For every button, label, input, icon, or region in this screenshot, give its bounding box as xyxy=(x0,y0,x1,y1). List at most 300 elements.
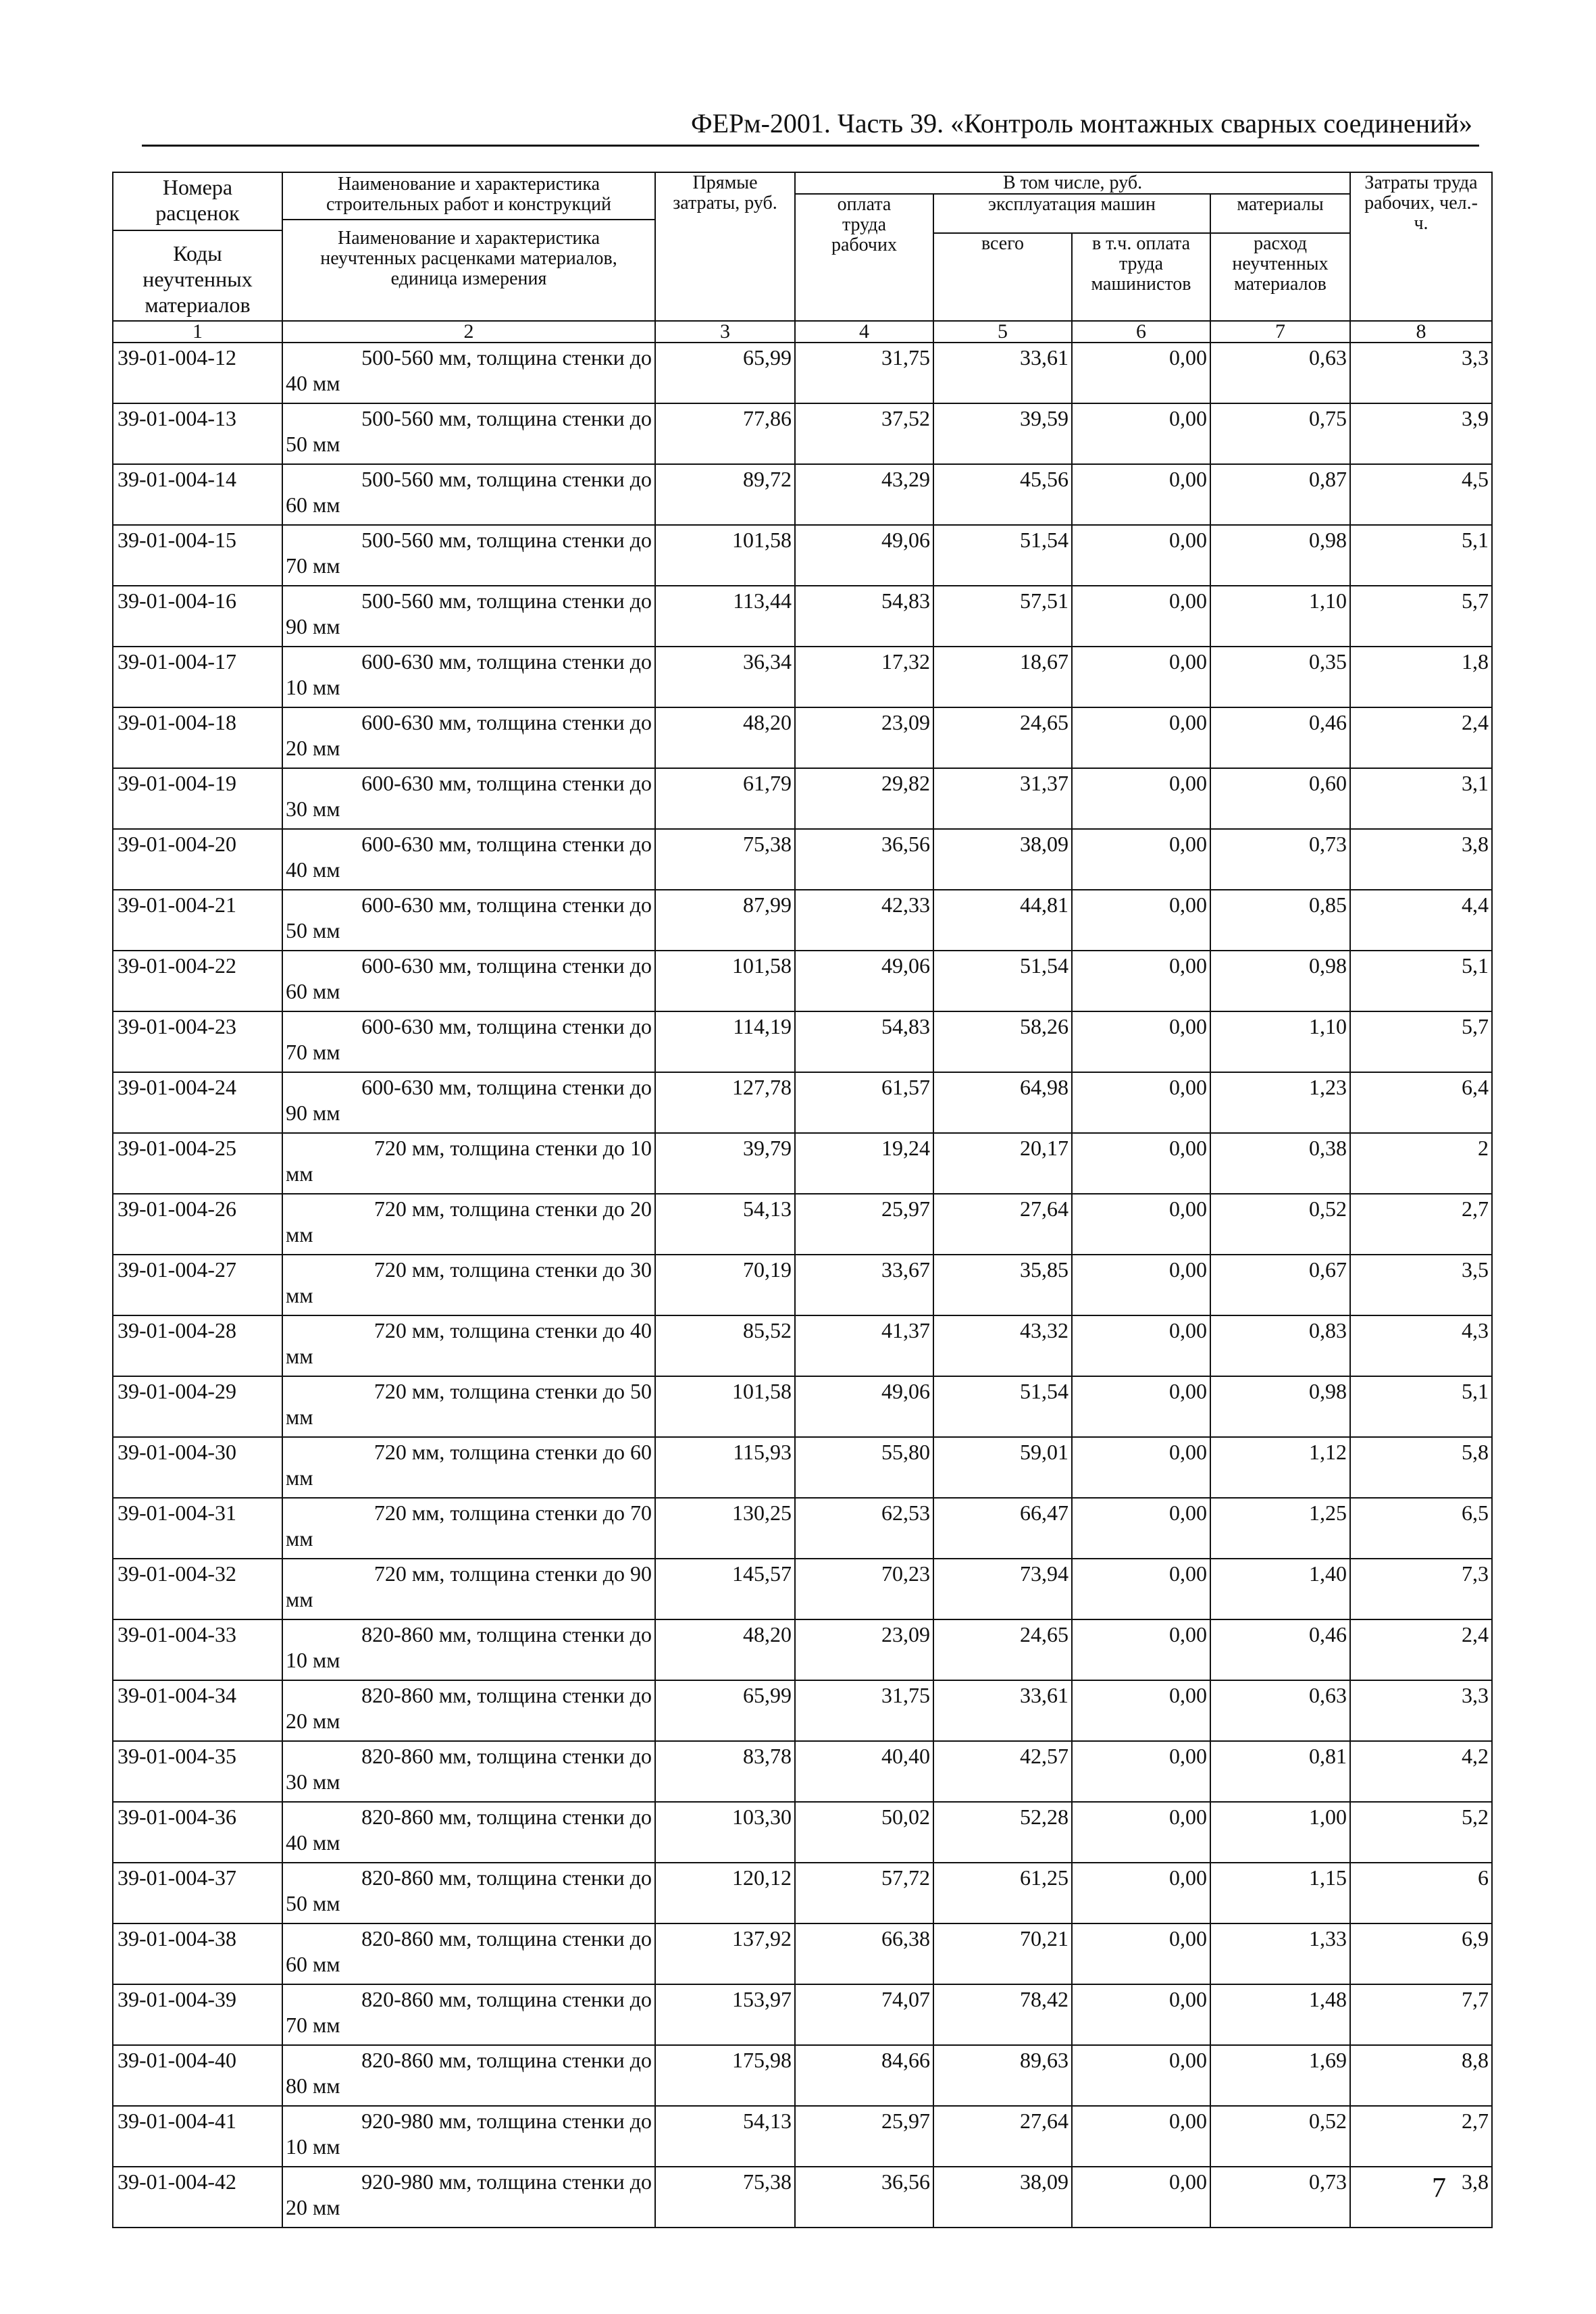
machines-total-cell: 58,26 xyxy=(933,1011,1072,1072)
description-line-2: 40 мм xyxy=(286,1830,340,1855)
rate-code-cell: 39-01-004-18 xyxy=(113,707,282,768)
description-line-1: 820-860 мм, толщина стенки до xyxy=(361,1744,652,1768)
rates-table xyxy=(112,172,1493,2228)
machines-total-cell: 57,51 xyxy=(933,586,1072,647)
description-line-1: 500-560 мм, толщина стенки до xyxy=(361,345,652,370)
labor-cell: 2,7 xyxy=(1350,1194,1492,1255)
direct-cost-cell: 120,12 xyxy=(655,1863,795,1923)
labor-cell: 6,4 xyxy=(1350,1072,1492,1133)
description-line-2: мм xyxy=(286,1283,313,1307)
description-line-2: 50 мм xyxy=(286,1891,340,1915)
description-line-2: 30 мм xyxy=(286,797,340,821)
wages-cell: 31,75 xyxy=(795,1680,933,1741)
labor-cell: 3,1 xyxy=(1350,768,1492,829)
materials-cell: 0,60 xyxy=(1210,768,1350,829)
machinist-wages-cell: 0,00 xyxy=(1072,1376,1210,1437)
machinist-wages-cell: 0,00 xyxy=(1072,1619,1210,1680)
description-line-2: 30 мм xyxy=(286,1769,340,1794)
description-cell xyxy=(282,1133,655,1194)
description-line-2: мм xyxy=(286,1405,313,1429)
machines-total-cell: 35,85 xyxy=(933,1255,1072,1315)
machines-total-cell: 45,56 xyxy=(933,464,1072,525)
description-line-1: 820-860 мм, толщина стенки до xyxy=(361,1805,652,1829)
description-line-2: 20 мм xyxy=(286,736,340,760)
description-cell xyxy=(282,829,655,890)
description-line-1: 920-980 мм, толщина стенки до xyxy=(361,2169,652,2194)
rate-code-cell: 39-01-004-42 xyxy=(113,2167,282,2228)
table-row xyxy=(113,829,1492,890)
labor-cell: 3,5 xyxy=(1350,1255,1492,1315)
rate-code-cell: 39-01-004-23 xyxy=(113,1011,282,1072)
description-line-2: 60 мм xyxy=(286,979,340,1003)
labor-cell: 5,1 xyxy=(1350,525,1492,586)
header-materials-consumption: расход неучтенных материалов xyxy=(1210,233,1350,321)
column-number: 8 xyxy=(1350,321,1492,343)
wages-cell: 37,52 xyxy=(795,403,933,464)
materials-cell: 0,73 xyxy=(1210,2167,1350,2228)
machinist-wages-cell: 0,00 xyxy=(1072,1011,1210,1072)
header-material-codes: Коды неучтенных материалов xyxy=(143,241,253,317)
machinist-wages-cell: 0,00 xyxy=(1072,829,1210,890)
rate-code-cell: 39-01-004-17 xyxy=(113,647,282,707)
materials-cell: 0,52 xyxy=(1210,2106,1350,2167)
description-line-1: 600-630 мм, толщина стенки до xyxy=(361,1014,652,1038)
header-machine-operation: эксплуатация машин xyxy=(933,194,1210,233)
machines-total-cell: 44,81 xyxy=(933,890,1072,951)
table-row xyxy=(113,403,1492,464)
table-row xyxy=(113,1011,1492,1072)
description-line-2: 20 мм xyxy=(286,2195,340,2219)
description-line-2: мм xyxy=(286,1587,313,1611)
description-cell xyxy=(282,464,655,525)
description-cell xyxy=(282,1315,655,1376)
header-work-name: Наименование и характеристика строительных работ и конструкций xyxy=(326,174,612,215)
machines-total-cell: 52,28 xyxy=(933,1802,1072,1863)
direct-cost-cell: 54,13 xyxy=(655,1194,795,1255)
direct-cost-cell: 101,58 xyxy=(655,951,795,1011)
labor-cell: 7,7 xyxy=(1350,1984,1492,2045)
machines-total-cell: 43,32 xyxy=(933,1315,1072,1376)
labor-cell: 7,3 xyxy=(1350,1559,1492,1619)
rate-code-cell: 39-01-004-38 xyxy=(113,1923,282,1984)
materials-cell: 0,35 xyxy=(1210,647,1350,707)
description-line-1: 920-980 мм, толщина стенки до xyxy=(361,2109,652,2133)
machines-total-cell: 59,01 xyxy=(933,1437,1072,1498)
description-cell xyxy=(282,1559,655,1619)
rate-code-cell: 39-01-004-40 xyxy=(113,2045,282,2106)
machines-total-cell: 73,94 xyxy=(933,1559,1072,1619)
wages-cell: 25,97 xyxy=(795,2106,933,2167)
description-line-1: 720 мм, толщина стенки до 90 xyxy=(374,1561,652,1586)
materials-cell: 1,10 xyxy=(1210,586,1350,647)
description-line-2: 10 мм xyxy=(286,2134,340,2159)
machinist-wages-cell: 0,00 xyxy=(1072,768,1210,829)
wages-cell: 74,07 xyxy=(795,1984,933,2045)
wages-cell: 23,09 xyxy=(795,1619,933,1680)
description-cell xyxy=(282,525,655,586)
description-line-2: 20 мм xyxy=(286,1709,340,1733)
labor-cell: 3,8 xyxy=(1350,829,1492,890)
description-line-2: 70 мм xyxy=(286,1040,340,1064)
wages-cell: 61,57 xyxy=(795,1072,933,1133)
machinist-wages-cell: 0,00 xyxy=(1072,343,1210,403)
wages-cell: 25,97 xyxy=(795,1194,933,1255)
table-body xyxy=(113,321,1492,2228)
labor-cell: 2,4 xyxy=(1350,707,1492,768)
machinist-wages-cell: 0,00 xyxy=(1072,951,1210,1011)
wages-cell: 36,56 xyxy=(795,829,933,890)
labor-cell: 2,7 xyxy=(1350,2106,1492,2167)
column-number: 2 xyxy=(282,321,655,343)
machinist-wages-cell: 0,00 xyxy=(1072,707,1210,768)
direct-cost-cell: 114,19 xyxy=(655,1011,795,1072)
direct-cost-cell: 175,98 xyxy=(655,2045,795,2106)
machines-total-cell: 70,21 xyxy=(933,1923,1072,1984)
labor-cell: 5,1 xyxy=(1350,951,1492,1011)
direct-cost-cell: 85,52 xyxy=(655,1315,795,1376)
machinist-wages-cell: 0,00 xyxy=(1072,1741,1210,1802)
materials-cell: 0,63 xyxy=(1210,343,1350,403)
machinist-wages-cell: 0,00 xyxy=(1072,525,1210,586)
machinist-wages-cell: 0,00 xyxy=(1072,1802,1210,1863)
description-cell xyxy=(282,951,655,1011)
rate-code-cell: 39-01-004-29 xyxy=(113,1376,282,1437)
table-row xyxy=(113,1680,1492,1741)
column-number: 7 xyxy=(1210,321,1350,343)
description-line-1: 500-560 мм, толщина стенки до xyxy=(361,467,652,491)
machinist-wages-cell: 0,00 xyxy=(1072,1498,1210,1559)
rate-code-cell: 39-01-004-25 xyxy=(113,1133,282,1194)
materials-cell: 1,25 xyxy=(1210,1498,1350,1559)
rate-code-cell: 39-01-004-34 xyxy=(113,1680,282,1741)
description-cell xyxy=(282,1680,655,1741)
materials-cell: 1,33 xyxy=(1210,1923,1350,1984)
description-line-2: 50 мм xyxy=(286,432,340,456)
description-line-1: 600-630 мм, толщина стенки до xyxy=(361,710,652,734)
labor-cell: 4,4 xyxy=(1350,890,1492,951)
rate-code-cell: 39-01-004-33 xyxy=(113,1619,282,1680)
machinist-wages-cell: 0,00 xyxy=(1072,1437,1210,1498)
direct-cost-cell: 137,92 xyxy=(655,1923,795,1984)
header-rate-numbers: Номера расценок xyxy=(155,175,240,225)
description-line-1: 720 мм, толщина стенки до 10 xyxy=(374,1136,652,1160)
description-line-1: 820-860 мм, толщина стенки до xyxy=(361,1622,652,1646)
machinist-wages-cell: 0,00 xyxy=(1072,647,1210,707)
materials-cell: 0,83 xyxy=(1210,1315,1350,1376)
labor-cell: 4,5 xyxy=(1350,464,1492,525)
rate-code-cell: 39-01-004-30 xyxy=(113,1437,282,1498)
description-line-1: 820-860 мм, толщина стенки до xyxy=(361,1987,652,2011)
rate-code-cell: 39-01-004-21 xyxy=(113,890,282,951)
rate-code-cell: 39-01-004-20 xyxy=(113,829,282,890)
description-cell xyxy=(282,2106,655,2167)
rate-code-cell: 39-01-004-22 xyxy=(113,951,282,1011)
direct-cost-cell: 115,93 xyxy=(655,1437,795,1498)
wages-cell: 54,83 xyxy=(795,586,933,647)
materials-cell: 0,81 xyxy=(1210,1741,1350,1802)
machinist-wages-cell: 0,00 xyxy=(1072,1133,1210,1194)
description-line-1: 720 мм, толщина стенки до 40 xyxy=(374,1318,652,1342)
labor-cell: 8,8 xyxy=(1350,2045,1492,2106)
labor-cell: 1,8 xyxy=(1350,647,1492,707)
description-line-1: 500-560 мм, толщина стенки до xyxy=(361,406,652,430)
machinist-wages-cell: 0,00 xyxy=(1072,464,1210,525)
header-material-name: Наименование и характеристика неучтенных расценками материалов, единица измерения xyxy=(320,228,617,289)
table-row xyxy=(113,1984,1492,2045)
direct-cost-cell: 83,78 xyxy=(655,1741,795,1802)
rate-code-cell: 39-01-004-26 xyxy=(113,1194,282,1255)
description-cell xyxy=(282,1802,655,1863)
machinist-wages-cell: 0,00 xyxy=(1072,890,1210,951)
labor-cell: 2,4 xyxy=(1350,1619,1492,1680)
description-line-1: 500-560 мм, толщина стенки до xyxy=(361,588,652,613)
wages-cell: 36,56 xyxy=(795,2167,933,2228)
machines-total-cell: 39,59 xyxy=(933,403,1072,464)
header-machinist-wages: в т.ч. оплата труда машинистов xyxy=(1072,233,1210,321)
description-line-2: мм xyxy=(286,1161,313,1186)
labor-cell: 3,3 xyxy=(1350,343,1492,403)
direct-cost-cell: 48,20 xyxy=(655,1619,795,1680)
machinist-wages-cell: 0,00 xyxy=(1072,403,1210,464)
table-row xyxy=(113,1133,1492,1194)
machines-total-cell: 78,42 xyxy=(933,1984,1072,2045)
materials-cell: 0,38 xyxy=(1210,1133,1350,1194)
direct-cost-cell: 77,86 xyxy=(655,403,795,464)
table-row xyxy=(113,2167,1492,2228)
header-including: В том числе, руб. xyxy=(795,172,1350,194)
labor-cell: 5,1 xyxy=(1350,1376,1492,1437)
description-cell xyxy=(282,1437,655,1498)
description-line-2: 40 мм xyxy=(286,857,340,882)
machinist-wages-cell: 0,00 xyxy=(1072,1072,1210,1133)
description-line-2: 50 мм xyxy=(286,918,340,942)
wages-cell: 31,75 xyxy=(795,343,933,403)
description-line-2: 10 мм xyxy=(286,1648,340,1672)
table-row xyxy=(113,1255,1492,1315)
description-cell xyxy=(282,1498,655,1559)
description-line-2: 90 мм xyxy=(286,614,340,638)
machinist-wages-cell: 0,00 xyxy=(1072,2045,1210,2106)
wages-cell: 49,06 xyxy=(795,951,933,1011)
direct-cost-cell: 103,30 xyxy=(655,1802,795,1863)
column-number: 6 xyxy=(1072,321,1210,343)
machines-total-cell: 27,64 xyxy=(933,1194,1072,1255)
direct-cost-cell: 75,38 xyxy=(655,829,795,890)
description-cell xyxy=(282,1072,655,1133)
description-cell xyxy=(282,1923,655,1984)
labor-cell: 6 xyxy=(1350,1863,1492,1923)
machines-total-cell: 24,65 xyxy=(933,1619,1072,1680)
machinist-wages-cell: 0,00 xyxy=(1072,2106,1210,2167)
machines-total-cell: 51,54 xyxy=(933,951,1072,1011)
labor-cell: 3,9 xyxy=(1350,403,1492,464)
header-wages: оплата труда рабочих xyxy=(795,194,933,321)
rate-code-cell: 39-01-004-37 xyxy=(113,1863,282,1923)
description-cell xyxy=(282,2167,655,2228)
materials-cell: 1,10 xyxy=(1210,1011,1350,1072)
table-row xyxy=(113,586,1492,647)
direct-cost-cell: 61,79 xyxy=(655,768,795,829)
description-line-2: 70 мм xyxy=(286,553,340,578)
machinist-wages-cell: 0,00 xyxy=(1072,586,1210,647)
materials-cell: 0,46 xyxy=(1210,1619,1350,1680)
column-number: 4 xyxy=(795,321,933,343)
rate-code-cell: 39-01-004-27 xyxy=(113,1255,282,1315)
labor-cell: 3,3 xyxy=(1350,1680,1492,1741)
materials-cell: 1,40 xyxy=(1210,1559,1350,1619)
table-row xyxy=(113,1619,1492,1680)
description-line-2: 90 мм xyxy=(286,1101,340,1125)
machinist-wages-cell: 0,00 xyxy=(1072,1984,1210,2045)
table-row xyxy=(113,343,1492,403)
description-cell xyxy=(282,403,655,464)
rate-code-cell: 39-01-004-12 xyxy=(113,343,282,403)
description-cell xyxy=(282,768,655,829)
machines-total-cell: 38,09 xyxy=(933,829,1072,890)
description-cell xyxy=(282,1255,655,1315)
header-materials: материалы xyxy=(1210,194,1350,233)
table-row xyxy=(113,1376,1492,1437)
header-direct-costs: Прямые затраты, руб. xyxy=(655,172,795,321)
header-labor: Затраты труда рабочих, чел.-ч. xyxy=(1350,172,1492,321)
description-cell xyxy=(282,343,655,403)
table-row xyxy=(113,2045,1492,2106)
direct-cost-cell: 36,34 xyxy=(655,647,795,707)
description-line-1: 820-860 мм, толщина стенки до xyxy=(361,1865,652,1890)
table-row xyxy=(113,1802,1492,1863)
header-name-cell xyxy=(282,172,655,321)
direct-cost-cell: 70,19 xyxy=(655,1255,795,1315)
description-line-1: 500-560 мм, толщина стенки до xyxy=(361,528,652,552)
description-line-1: 720 мм, толщина стенки до 20 xyxy=(374,1197,652,1221)
description-line-2: мм xyxy=(286,1222,313,1247)
rate-code-cell: 39-01-004-32 xyxy=(113,1559,282,1619)
machines-total-cell: 20,17 xyxy=(933,1133,1072,1194)
description-line-2: 70 мм xyxy=(286,2013,340,2037)
machinist-wages-cell: 0,00 xyxy=(1072,1559,1210,1619)
description-line-2: мм xyxy=(286,1526,313,1551)
table-row xyxy=(113,1315,1492,1376)
wages-cell: 84,66 xyxy=(795,2045,933,2106)
machines-total-cell: 31,37 xyxy=(933,768,1072,829)
wages-cell: 17,32 xyxy=(795,647,933,707)
machines-total-cell: 66,47 xyxy=(933,1498,1072,1559)
table-row xyxy=(113,1437,1492,1498)
materials-cell: 0,85 xyxy=(1210,890,1350,951)
wages-cell: 41,37 xyxy=(795,1315,933,1376)
direct-cost-cell: 65,99 xyxy=(655,1680,795,1741)
table-row xyxy=(113,464,1492,525)
wages-cell: 66,38 xyxy=(795,1923,933,1984)
description-line-2: 80 мм xyxy=(286,2073,340,2098)
materials-cell: 0,87 xyxy=(1210,464,1350,525)
description-cell xyxy=(282,1376,655,1437)
wages-cell: 62,53 xyxy=(795,1498,933,1559)
description-line-2: мм xyxy=(286,1465,313,1490)
labor-cell: 6,9 xyxy=(1350,1923,1492,1984)
machinist-wages-cell: 0,00 xyxy=(1072,1680,1210,1741)
wages-cell: 19,24 xyxy=(795,1133,933,1194)
page-number: 7 xyxy=(1432,2173,1446,2204)
table-row xyxy=(113,1072,1492,1133)
description-line-1: 720 мм, толщина стенки до 70 xyxy=(374,1501,652,1525)
direct-cost-cell: 65,99 xyxy=(655,343,795,403)
machines-total-cell: 51,54 xyxy=(933,1376,1072,1437)
table-row xyxy=(113,1559,1492,1619)
column-number: 5 xyxy=(933,321,1072,343)
column-number: 3 xyxy=(655,321,795,343)
machines-total-cell: 27,64 xyxy=(933,2106,1072,2167)
rate-code-cell: 39-01-004-14 xyxy=(113,464,282,525)
description-cell xyxy=(282,1863,655,1923)
rate-code-cell: 39-01-004-41 xyxy=(113,2106,282,2167)
rate-code-cell: 39-01-004-36 xyxy=(113,1802,282,1863)
description-line-1: 600-630 мм, толщина стенки до xyxy=(361,649,652,674)
wages-cell: 57,72 xyxy=(795,1863,933,1923)
description-line-2: 60 мм xyxy=(286,493,340,517)
rate-code-cell: 39-01-004-16 xyxy=(113,586,282,647)
header-machine-total: всего xyxy=(933,233,1072,321)
description-cell xyxy=(282,1194,655,1255)
description-cell xyxy=(282,890,655,951)
materials-cell: 0,98 xyxy=(1210,1376,1350,1437)
title-rule xyxy=(142,145,1479,147)
running-title: ФЕРм-2001. Часть 39. «Контроль монтажных сварных соединений» xyxy=(691,108,1472,139)
machines-total-cell: 42,57 xyxy=(933,1741,1072,1802)
wages-cell: 49,06 xyxy=(795,1376,933,1437)
labor-cell: 2 xyxy=(1350,1133,1492,1194)
direct-cost-cell: 130,25 xyxy=(655,1498,795,1559)
table-row xyxy=(113,1923,1492,1984)
direct-cost-cell: 127,78 xyxy=(655,1072,795,1133)
description-line-1: 720 мм, толщина стенки до 30 xyxy=(374,1257,652,1282)
machines-total-cell: 61,25 xyxy=(933,1863,1072,1923)
labor-cell: 5,2 xyxy=(1350,1802,1492,1863)
description-line-2: 10 мм xyxy=(286,675,340,699)
rate-code-cell: 39-01-004-31 xyxy=(113,1498,282,1559)
wages-cell: 54,83 xyxy=(795,1011,933,1072)
description-cell xyxy=(282,1011,655,1072)
labor-cell: 5,7 xyxy=(1350,586,1492,647)
materials-cell: 0,73 xyxy=(1210,829,1350,890)
labor-cell: 4,2 xyxy=(1350,1741,1492,1802)
machines-total-cell: 33,61 xyxy=(933,1680,1072,1741)
wages-cell: 55,80 xyxy=(795,1437,933,1498)
materials-cell: 1,48 xyxy=(1210,1984,1350,2045)
direct-cost-cell: 101,58 xyxy=(655,525,795,586)
materials-cell: 0,67 xyxy=(1210,1255,1350,1315)
description-line-2: мм xyxy=(286,1344,313,1368)
direct-cost-cell: 145,57 xyxy=(655,1559,795,1619)
description-line-1: 720 мм, толщина стенки до 50 xyxy=(374,1379,652,1403)
materials-cell: 1,23 xyxy=(1210,1072,1350,1133)
wages-cell: 50,02 xyxy=(795,1802,933,1863)
direct-cost-cell: 48,20 xyxy=(655,707,795,768)
materials-cell: 0,75 xyxy=(1210,403,1350,464)
wages-cell: 40,40 xyxy=(795,1741,933,1802)
table-row xyxy=(113,1498,1492,1559)
rate-code-cell: 39-01-004-19 xyxy=(113,768,282,829)
direct-cost-cell: 75,38 xyxy=(655,2167,795,2228)
column-number: 1 xyxy=(113,321,282,343)
header-rate-numbers-cell xyxy=(113,172,282,321)
materials-cell: 1,15 xyxy=(1210,1863,1350,1923)
description-line-1: 600-630 мм, толщина стенки до xyxy=(361,953,652,978)
table-row xyxy=(113,647,1492,707)
description-line-1: 600-630 мм, толщина стенки до xyxy=(361,1075,652,1099)
rate-code-cell: 39-01-004-15 xyxy=(113,525,282,586)
description-line-2: 40 мм xyxy=(286,371,340,395)
